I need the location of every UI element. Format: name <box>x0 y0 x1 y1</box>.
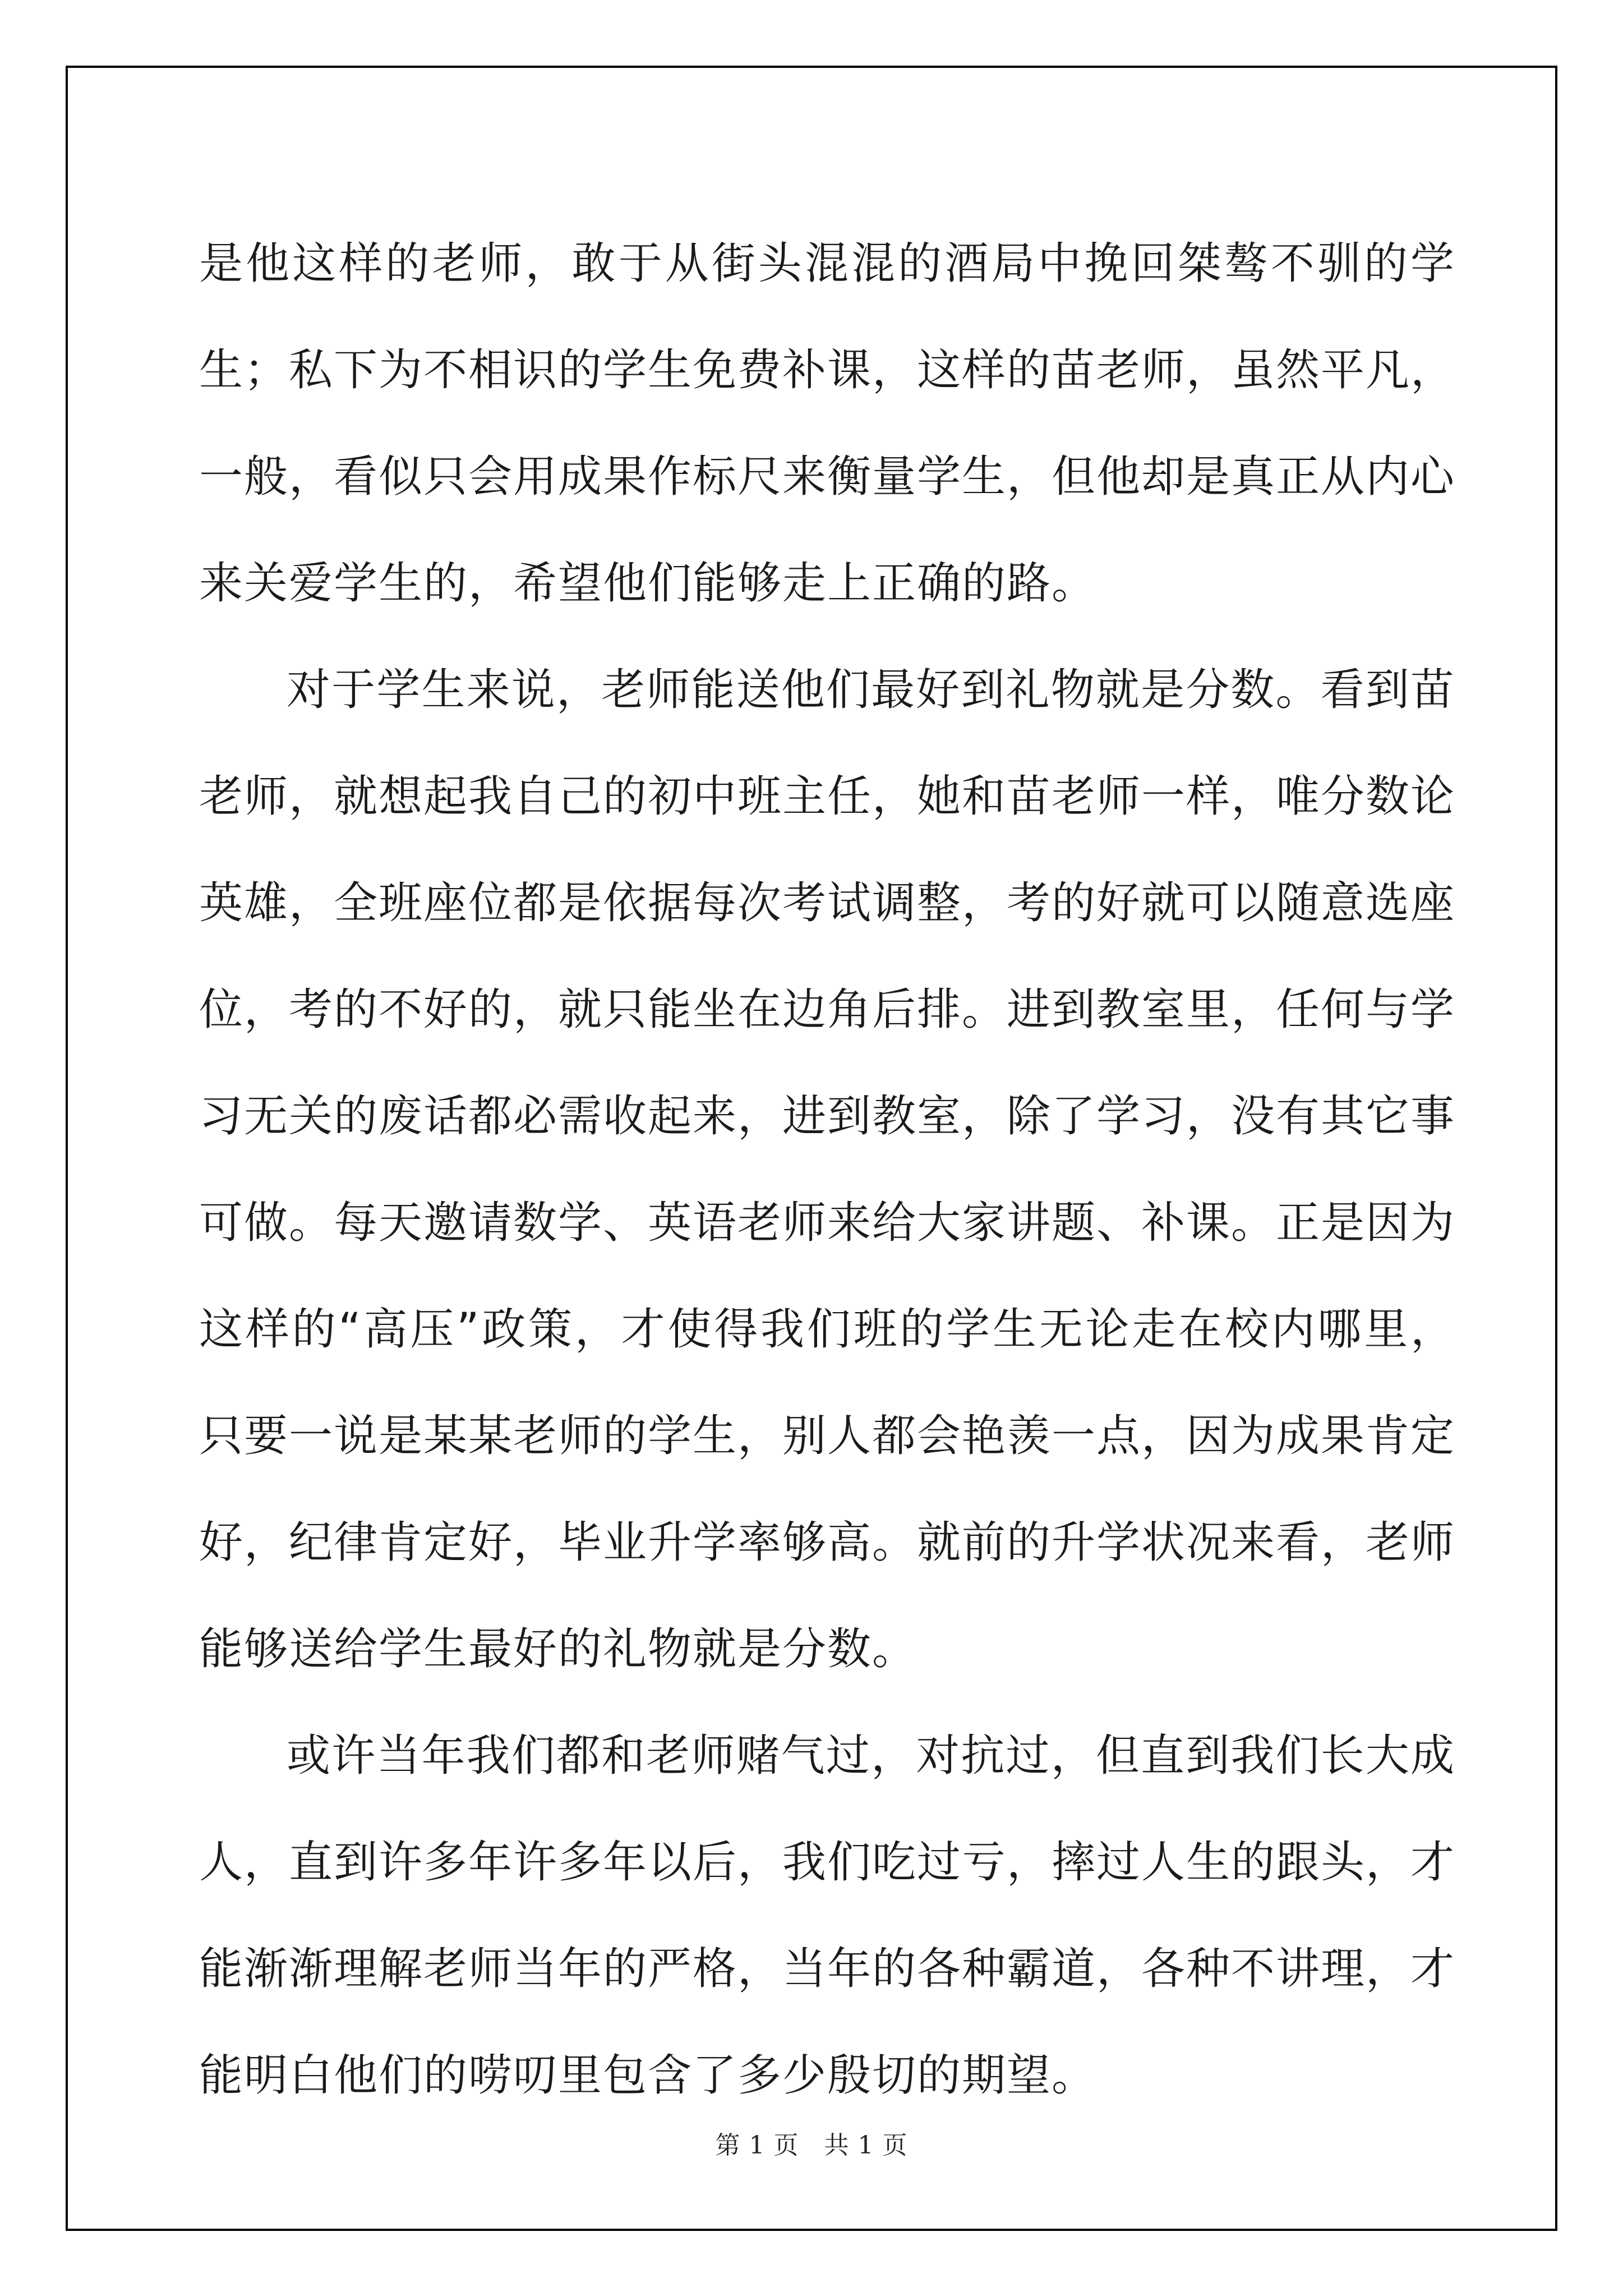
document-body <box>199 210 1455 2129</box>
page-footer: 第 1 页 共 1 页 <box>715 2131 908 2160</box>
paragraph-2: 对于学生来说，老师能送他们最好到礼物就是分数。看到苗老师，就想起我自己的初中班主任，她和苗老师一样，唯分数论英雄，全班座位都是依据每次考试调整，考的好就可以随意选座位，考的不好的，就只能坐在边角后排。进到教室里，任何与学习无关的废话都必需收起来，进到教室，除了学习，没有其它事可做。每天邀请数学、英语老师来给大家讲题、补课。正是因为这样的“高压”政策，才使得我们班的学生无论走在校内哪里，只要一说是某某老师的学生，别人都会艳羡一点，因为成果肯定好，纪律肯定好，毕业升学率够高。就前的升学状况来看，老师能够送给学生最好的礼物就是分数。 <box>199 665 1456 1674</box>
paragraph-1: 是他这样的老师，敢于从街头混混的酒局中挽回桀骜不驯的学生；私下为不相识的学生免费补课，这样的苗老师，虽然平凡，一般，看似只会用成果作标尺来衡量学生，但他却是真正从内心来关爱学生的，希望他们能够走上正确的路。 <box>199 238 1456 609</box>
paragraph-3: 或许当年我们都和老师赌气过，对抗过，但直到我们长大成人，直到许多年许多年以后，我们吃过亏，摔过人生的跟头，才能渐渐理解老师当年的严格，当年的各种霸道，各种不讲理，才能明白他们的唠叨里包含了多少殷切的期望。 <box>199 1731 1456 2101</box>
